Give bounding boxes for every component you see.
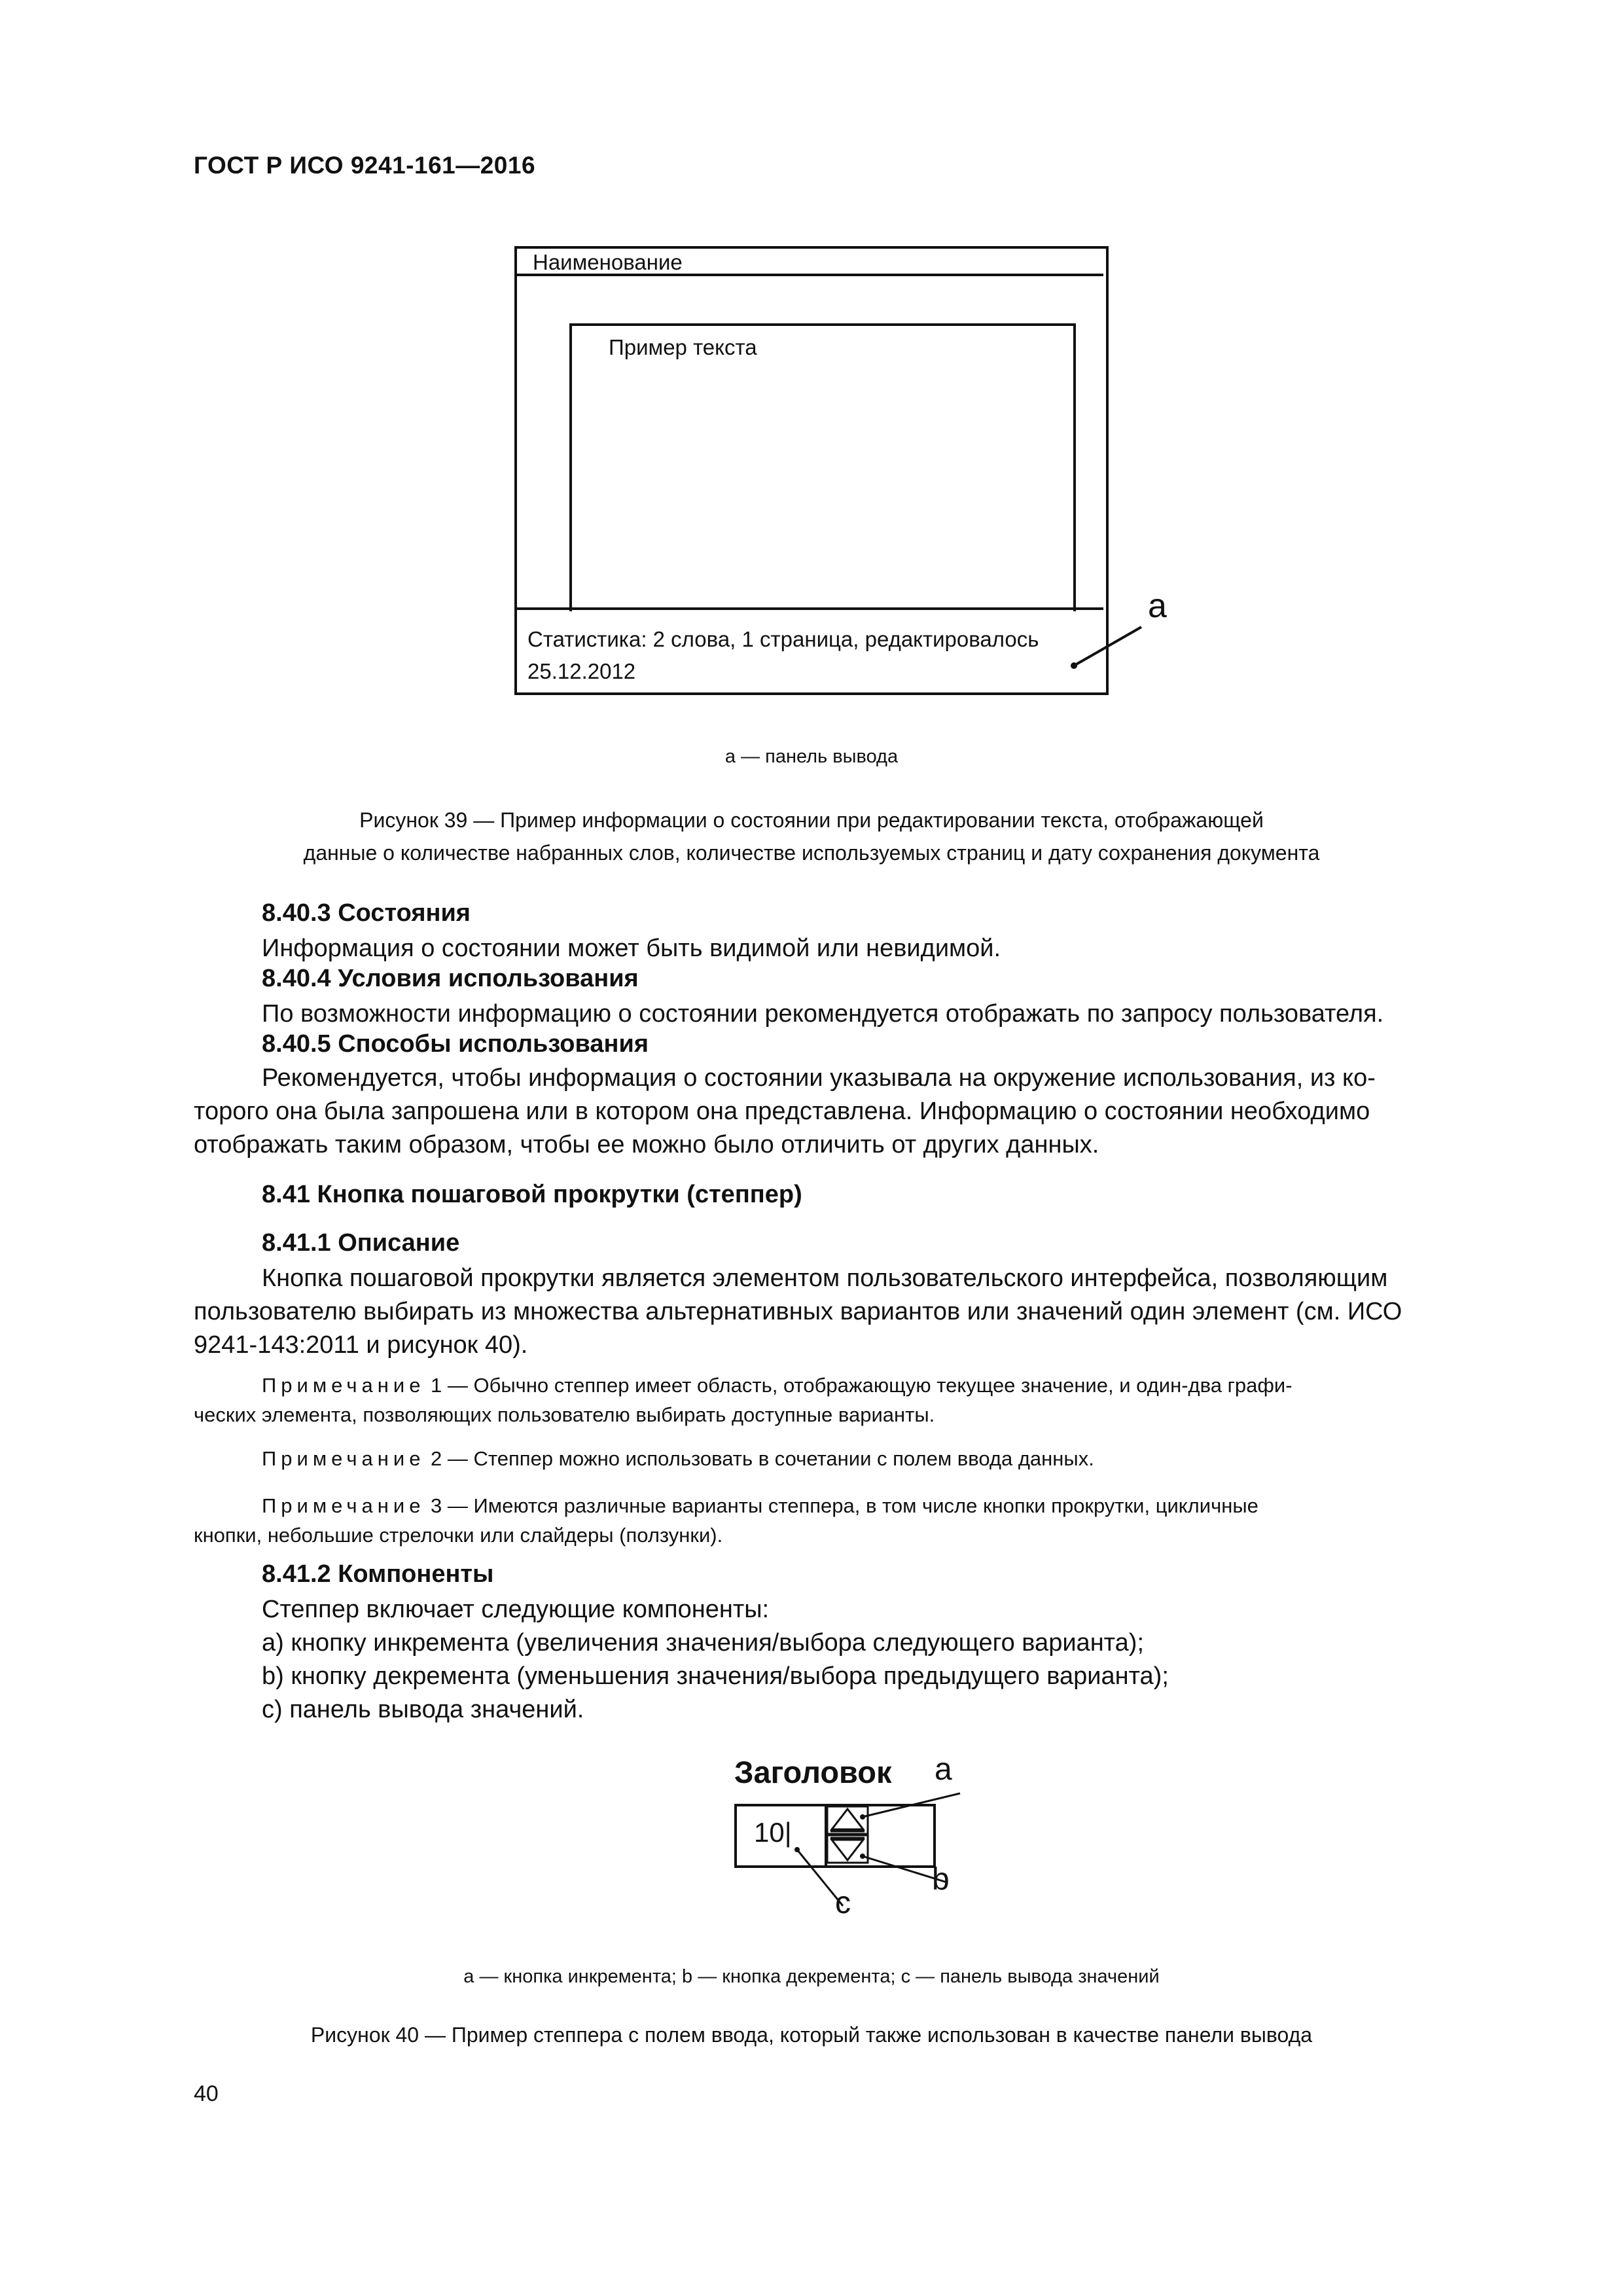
figure-39-caption: [0, 804, 1623, 869]
figure-39-caption-line-1: Рисунок 39 — Пример информации о состоянии при редактировании текста, отображающей: [359, 808, 1264, 832]
text-8-40-5-line-2: торого она была запрошена или в котором она представлена. Информацию о состоянии необходимо: [194, 1098, 1370, 1125]
increment-arrow-icon: [827, 1806, 868, 1834]
components-list: [262, 1593, 1169, 1727]
note-1-line-2: ческих элемента, позволяющих пользователю выбирать доступные варианты.: [194, 1403, 935, 1426]
window-title: Наименование: [533, 250, 683, 274]
note-3-label: Примечание: [262, 1494, 425, 1517]
note-3-text: 3 — Имеются различные варианты степпера, в том числе кнопки прокрутки, цикличные: [425, 1494, 1258, 1517]
heading-8-40-4: 8.40.4 Условия использования: [262, 965, 639, 992]
figure-40-legend: a — кнопка инкремента; b — кнопка декремента; c — панель вывода значений: [463, 1966, 1160, 1987]
note-2: [262, 1444, 1094, 1473]
heading-8-41-2: 8.41.2 Компоненты: [262, 1560, 494, 1588]
figure-39-caption-line-2: данные о количестве набранных слов, количестве используемых страниц и дату сохранения документа: [303, 841, 1320, 865]
stepper-value-field: 10|: [754, 1817, 792, 1848]
note-1: [194, 1371, 1493, 1429]
stepper-drawing: [728, 1754, 1003, 1924]
figure-39-legend: a — панель вывода: [724, 746, 899, 767]
figure-39-leader-line: [514, 246, 1169, 692]
text-8-40-4: По возможности информацию о состоянии рекомендуется отображать по запросу пользователя.: [262, 1000, 1384, 1028]
note-1-line-1: [194, 1371, 1493, 1400]
stepper-title: Заголовок: [734, 1755, 892, 1789]
figure-40-caption: Рисунок 40 — Пример степпера с полем ввода, который также использован в качестве панели вывода: [310, 2023, 1313, 2047]
figure-39-label-a: a: [1148, 587, 1167, 625]
text-area-content: Пример текста: [609, 335, 757, 359]
note-2-label: Примечание: [262, 1447, 425, 1470]
component-item-a: a) кнопку инкремента (увеличения значения/выбора следующего варианта);: [262, 1629, 1144, 1657]
heading-8-40-3: 8.40.3 Состояния: [262, 899, 471, 927]
figure-40-label-c: c: [835, 1886, 851, 1920]
text-8-40-5-line-1: Рекомендуется, чтобы информация о состоянии указывала на окружение использования, из ко-: [262, 1064, 1376, 1092]
note-2-text: 2 — Степпер можно использовать в сочетании с полем ввода данных.: [425, 1447, 1094, 1470]
component-item-b: b) кнопку декремента (уменьшения значения/выбора предыдущего варианта);: [262, 1662, 1169, 1690]
figure-40-label-a: a: [935, 1752, 952, 1787]
component-item-c: c) панель вывода значений.: [262, 1696, 584, 1723]
text-8-41-1: [194, 1262, 1493, 1362]
status-line-1: Статистика: 2 слова, 1 страница, редактировалось: [527, 627, 1039, 651]
note-3-line-2: кнопки, небольшие стрелочки или слайдеры (ползунки).: [194, 1524, 723, 1547]
text-8-40-5-line-3: отображать таким образом, чтобы ее можно было отличить от других данных.: [194, 1131, 1099, 1158]
status-line-2: 25.12.2012: [527, 659, 636, 683]
text-8-40-3: Информация о состоянии может быть видимой или невидимой.: [262, 935, 1001, 962]
text-8-41-1-line-1: Кнопка пошаговой прокрутки является элементом пользовательского интерфейса, позволяющим: [262, 1265, 1388, 1292]
components-intro: Степпер включает следующие компоненты:: [262, 1596, 770, 1623]
figure-40: [728, 1754, 1003, 1924]
note-3: [194, 1491, 1493, 1550]
note-1-text: 1 — Обычно степпер имеет область, отображающую текущее значение, и один-два графи-: [425, 1374, 1293, 1397]
text-8-40-5: [194, 1062, 1493, 1162]
note-1-label: Примечание: [262, 1374, 425, 1397]
heading-8-41-1: 8.41.1 Описание: [262, 1229, 460, 1257]
text-8-41-1-line-3: 9241-143:2011 и рисунок 40).: [194, 1331, 528, 1359]
figure-39: [514, 246, 1167, 692]
figure-40-label-b: b: [932, 1862, 950, 1897]
document-header: ГОСТ Р ИСО 9241-161—2016: [194, 152, 536, 179]
page-number: 40: [194, 2081, 219, 2106]
heading-8-41: 8.41 Кнопка пошаговой прокрутки (степпер): [262, 1181, 802, 1208]
text-8-41-1-line-2: пользователю выбирать из множества альтернативных вариантов или значений один элемент (см. ИСО: [194, 1298, 1402, 1325]
heading-8-40-5: 8.40.5 Способы использования: [262, 1030, 649, 1058]
note-3-line-1: [194, 1491, 1493, 1520]
